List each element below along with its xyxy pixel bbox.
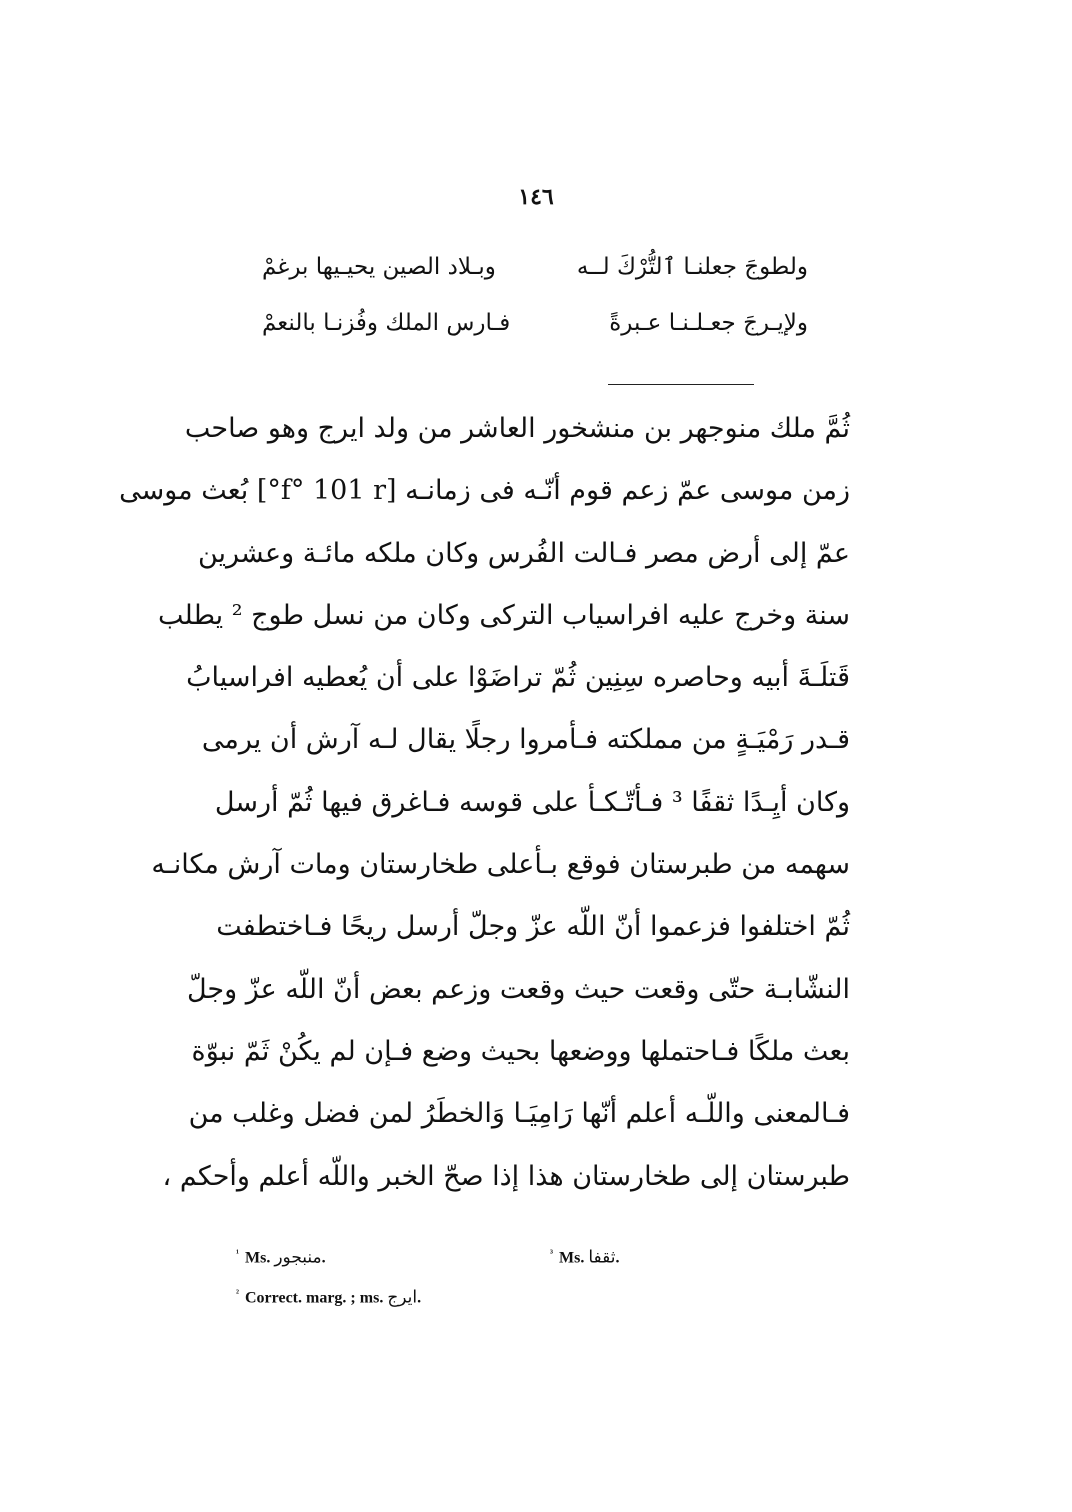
footnote-arabic: منبجور [274,1247,322,1268]
verse-line [262,254,808,298]
footnote-number: ² [236,1288,239,1299]
footnote-3: $^{^3}$ Ms. ثقفا. [550,1247,620,1268]
verse-hemistich-right: ولإيـرجَ جعـلـنـا عـبرةً [609,310,808,336]
footnote-1: $^{^1}$ Ms. منبجور. [236,1247,326,1268]
page-number: ١٤٦ [518,184,554,210]
verse-hemistich-left: فـارس الملك وفُزنـا بالنعمْ [262,310,511,336]
text-line: ثُمّ اختلفوا فزعموا أنّ اللّه عزّ وجلّ أرسل ريحًا فـاختطفت [216,911,850,943]
footnote-number: ¹ [236,1248,239,1259]
footnote-label: Ms. [559,1249,585,1267]
verse-hemistich-left: وبـلاد الصين يحيـيها برغمْ [262,254,496,280]
text-line: سهمه من طبرستان فوقع بـأعلى طخارستان ومات آرش مكانـه [151,849,850,881]
text-line: وكان أيِـدًا ثقفًا ³ فـأتّـكـأ على قوسه فـاغرق فيها ثُمّ أرسل [214,786,850,818]
footnote-arabic: ثقفا [588,1247,616,1268]
footnote-row [236,1276,736,1316]
footnote-2: $^{^2}$ Correct. marg. ; ms. ايرج. [236,1287,422,1308]
verse-hemistich-right: ولطوجَ جعلنـا ٱلتُّرْكَ لــه [576,254,808,280]
footnote-number: ³ [550,1248,553,1259]
section-separator [608,384,754,385]
verse-line [262,310,808,354]
footnote-arabic: ايرج [387,1287,418,1308]
text-line: زمن موسى عمّ زعم قوم أنّـه فى زمانـه [f° 101 r°] بُعث موسى [119,475,850,507]
footnote-label: Ms. [245,1249,271,1267]
text-line: قـدر رَمْيَـةٍ من مملكته فـأمروا رجلًا يقال لـه آرش أن يرمى [201,724,850,756]
prose-paragraph [119,398,850,1208]
text-line: قَتلَـةَ أبيه وحاصره سِنِين ثُمّ تراضَوْا على أن يُعطيه افراسيابُ [186,662,850,694]
footnotes [236,1236,736,1316]
text-line: بعث ملكًا فـاحتملها ووضعها بحيث وضع فـإن لم يكُنْ ثَمّ نبوّة [191,1035,850,1067]
footnote-label: Correct. marg. ; ms. [245,1289,384,1307]
text-line: عمّ إلى أرض مصر فـالت الفُرس وكان ملكه مائـة وعشرين [197,537,850,569]
text-line: النشّابـة حتّى وقعت حيث وقعت وزعم بعض أنّ اللّه عزّ وجلّ [186,973,850,1005]
footnote-row [236,1236,736,1276]
text-line: فـالمعنى واللّـه أعلم أنّها رَامِيَـا وَالخطَرُ لمن فضل وغلب من [188,1098,850,1130]
text-line: سنة وخرج عليه افراسياب التركى وكان من نسل طوج ² يطلب [158,599,850,631]
text-line: ثُمَّ ملك منوجهر بن منشخور العاشر من ولد ايرج وهو صاحب [184,413,850,444]
text-line: طبرستان إلى طخارستان هذا إذا صحّ الخبر واللّه أعلم وأحكم ، [162,1160,850,1192]
